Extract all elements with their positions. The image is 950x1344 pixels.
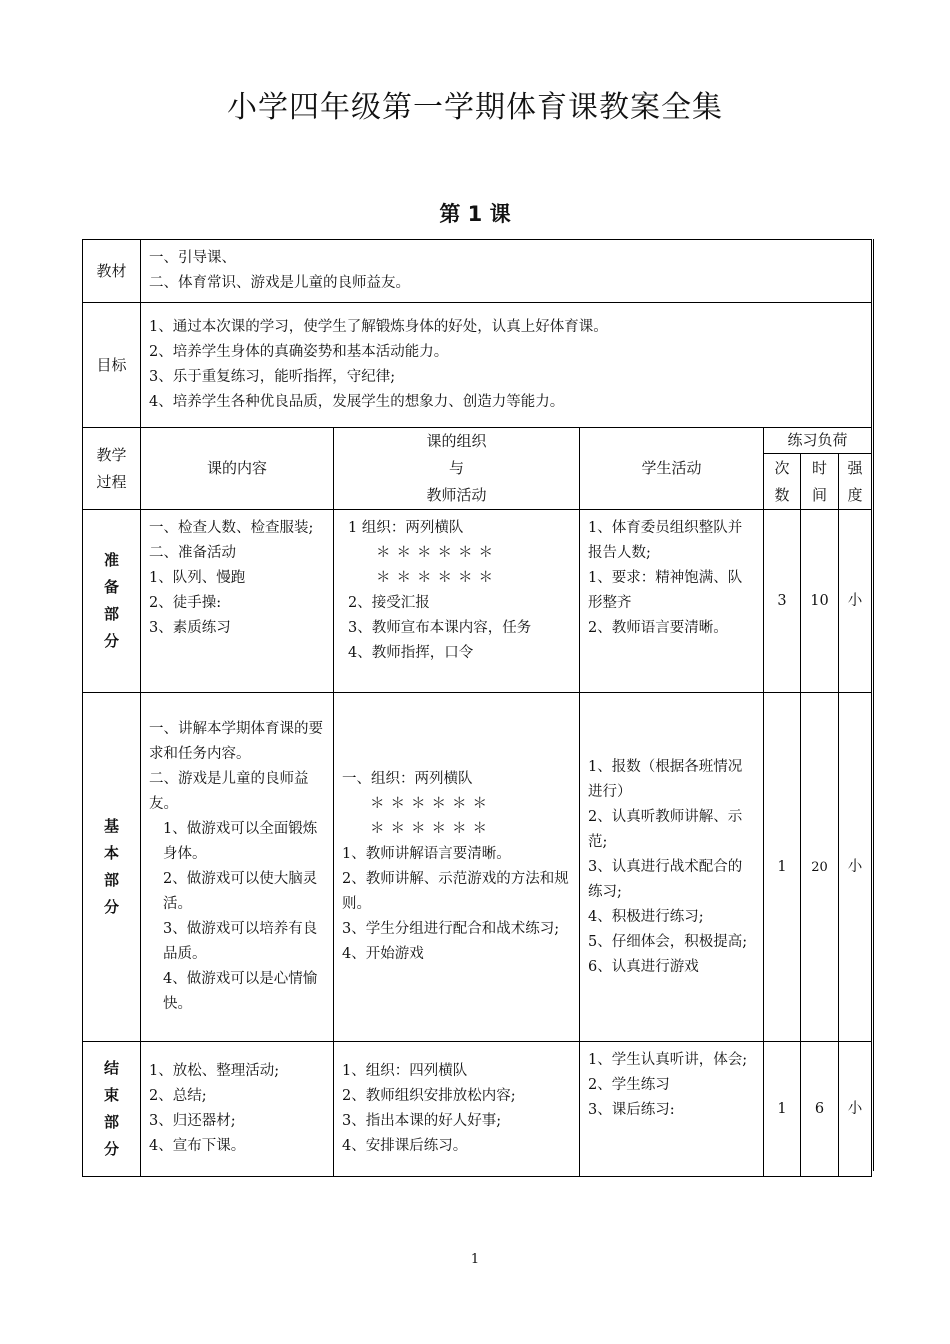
table-outer-border	[873, 239, 874, 1171]
intensity-header: 强 度	[839, 454, 872, 510]
material-row	[83, 240, 872, 303]
ending-intensity: 小	[839, 1042, 872, 1177]
basic-time: 20	[801, 693, 839, 1042]
header-row-1	[83, 428, 872, 454]
material-content	[141, 240, 872, 303]
ending-time: 6	[801, 1042, 839, 1177]
goals-row	[83, 303, 872, 428]
basic-count: 1	[764, 693, 801, 1042]
ending-content: 1、放松、整理活动; 2、总结; 3、归还器材; 4、宣布下课。	[141, 1042, 334, 1177]
preparation-organization: 1 组织：两列横队 ＊＊＊＊＊＊ ＊＊＊＊＊＊ 2、接受汇报 3、教师宣布本课内容，任务 4、教师指挥，口令	[334, 510, 580, 693]
process-header: 教学 过程	[83, 428, 141, 510]
ending-organization: 1、组织：四列横队 2、教师组织安排放松内容; 3、指出本课的好人好事; 4、安排课后练习。	[334, 1042, 580, 1177]
preparation-time: 10	[801, 510, 839, 693]
time-header: 时 间	[801, 454, 839, 510]
goal-line: 4、培养学生各种优良品质，发展学生的想象力、创造力等能力。	[149, 394, 565, 410]
material-label: 教材	[83, 240, 141, 303]
ending-student-activity: 1、学生认真听讲，体会; 2、学生练习 3、课后练习:	[580, 1042, 764, 1177]
basic-student-activity: 1、报数（根据各班情况进行） 2、认真听教师讲解、示范; 3、认真进行战术配合的练习; 4、积极进行练习; 5、仔细体会，积极提高; 6、认真进行游戏	[580, 693, 764, 1042]
lesson-title: 第 1 课	[439, 202, 511, 226]
goal-line: 2、培养学生身体的真确姿势和基本活动能力。	[149, 344, 449, 360]
goal-line: 1、通过本次课的学习，使学生了解锻炼身体的好处，认真上好体育课。	[149, 319, 608, 335]
preparation-row	[83, 510, 872, 693]
goals-content	[141, 303, 872, 428]
preparation-student-activity: 1、体育委员组织整队并报告人数; 1、要求：精神饱满、队形整齐 2、教师语言要清晰。	[580, 510, 764, 693]
goal-line: 3、乐于重复练习，能听指挥，守纪律;	[149, 369, 396, 385]
preparation-intensity: 小	[839, 510, 872, 693]
basic-row	[83, 693, 872, 1042]
material-line: 二、体育常识、游戏是儿童的良师益友。	[149, 275, 410, 291]
count-header: 次 数	[764, 454, 801, 510]
content-header: 课的内容	[141, 428, 334, 510]
document-title: 小学四年级第一学期体育课教案全集	[227, 90, 723, 125]
basic-content: 一、讲解本学期体育课的要求和任务内容。 二、游戏是儿童的良师益友。 1、做游戏可以全面锻炼身体。 2、做游戏可以使大脑灵活。 3、做游戏可以培养有良品质。 4、做游戏可以是心情愉快。	[141, 693, 334, 1042]
preparation-content: 一、检查人数、检查服装; 二、准备活动 1、队列、慢跑 2、徒手操: 3、素质练习	[141, 510, 334, 693]
lesson-plan-table	[82, 239, 872, 1177]
load-header: 练习负荷	[764, 428, 872, 454]
goals-label: 目标	[83, 303, 141, 428]
ending-label: 结 束 部 分	[83, 1042, 141, 1177]
basic-label: 基 本 部 分	[83, 693, 141, 1042]
page-number: 1	[470, 1252, 480, 1267]
student-activity-header: 学生活动	[580, 428, 764, 510]
basic-organization: 一、组织：两列横队 ＊＊＊＊＊＊ ＊＊＊＊＊＊ 1、教师讲解语言要清晰。 2、教师讲解、示范游戏的方法和规则。 3、学生分组进行配合和战术练习; 4、开始游戏	[334, 693, 580, 1042]
basic-intensity: 小	[839, 693, 872, 1042]
organization-header: 课的组织 与 教师活动	[334, 428, 580, 510]
preparation-count: 3	[764, 510, 801, 693]
ending-count: 1	[764, 1042, 801, 1177]
ending-row	[83, 1042, 872, 1177]
preparation-label: 准 备 部 分	[83, 510, 141, 693]
material-line: 一、引导课、	[149, 250, 236, 266]
